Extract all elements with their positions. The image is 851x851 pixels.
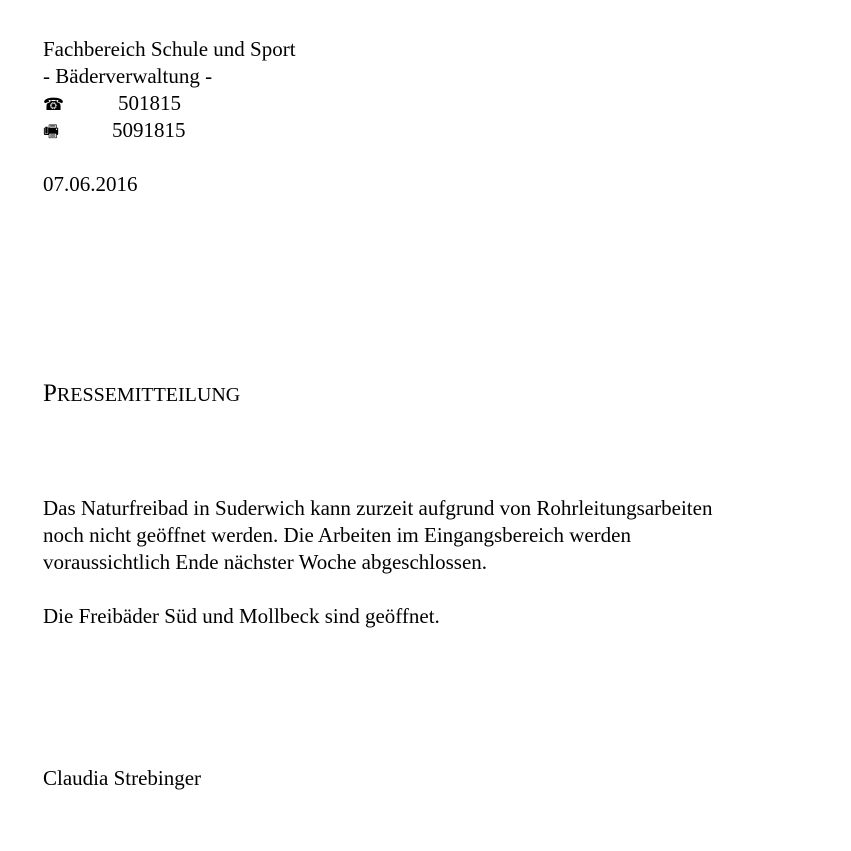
sender-division: - Bäderverwaltung - [43,64,213,88]
heading-rest: RESSEMITTEILUNG [56,384,241,406]
body-paragraph-1-line-3: voraussichtlich Ende nächster Woche abgeschlossen. [43,550,488,574]
phone-row [43,90,181,117]
document-date: 07.06.2016 [43,172,138,196]
sender-department: Fachbereich Schule und Sport [43,37,296,61]
body-paragraph-2-text: Die Freibäder Süd und Mollbeck sind geöffnet. [43,604,440,628]
body-paragraph-1 [43,495,833,576]
phone-number: 501815 [118,91,181,115]
fax-icon: 🖷 [43,122,60,142]
fax-row [43,117,186,144]
body-paragraph-1-line-2: noch nicht geöffnet werden. Die Arbeiten im Eingangsbereich werden [43,523,631,547]
fax-number: 5091815 [112,118,186,142]
document-heading [43,380,240,409]
heading-first-letter: P [43,380,57,407]
body-paragraph-2 [43,603,833,630]
body-paragraph-1-line-1: Das Naturfreibad in Suderwich kann zurzeit aufgrund von Rohrleitungsarbeiten [43,496,713,520]
telephone-icon: ☎ [43,95,65,115]
signature: Claudia Strebinger [43,766,202,790]
